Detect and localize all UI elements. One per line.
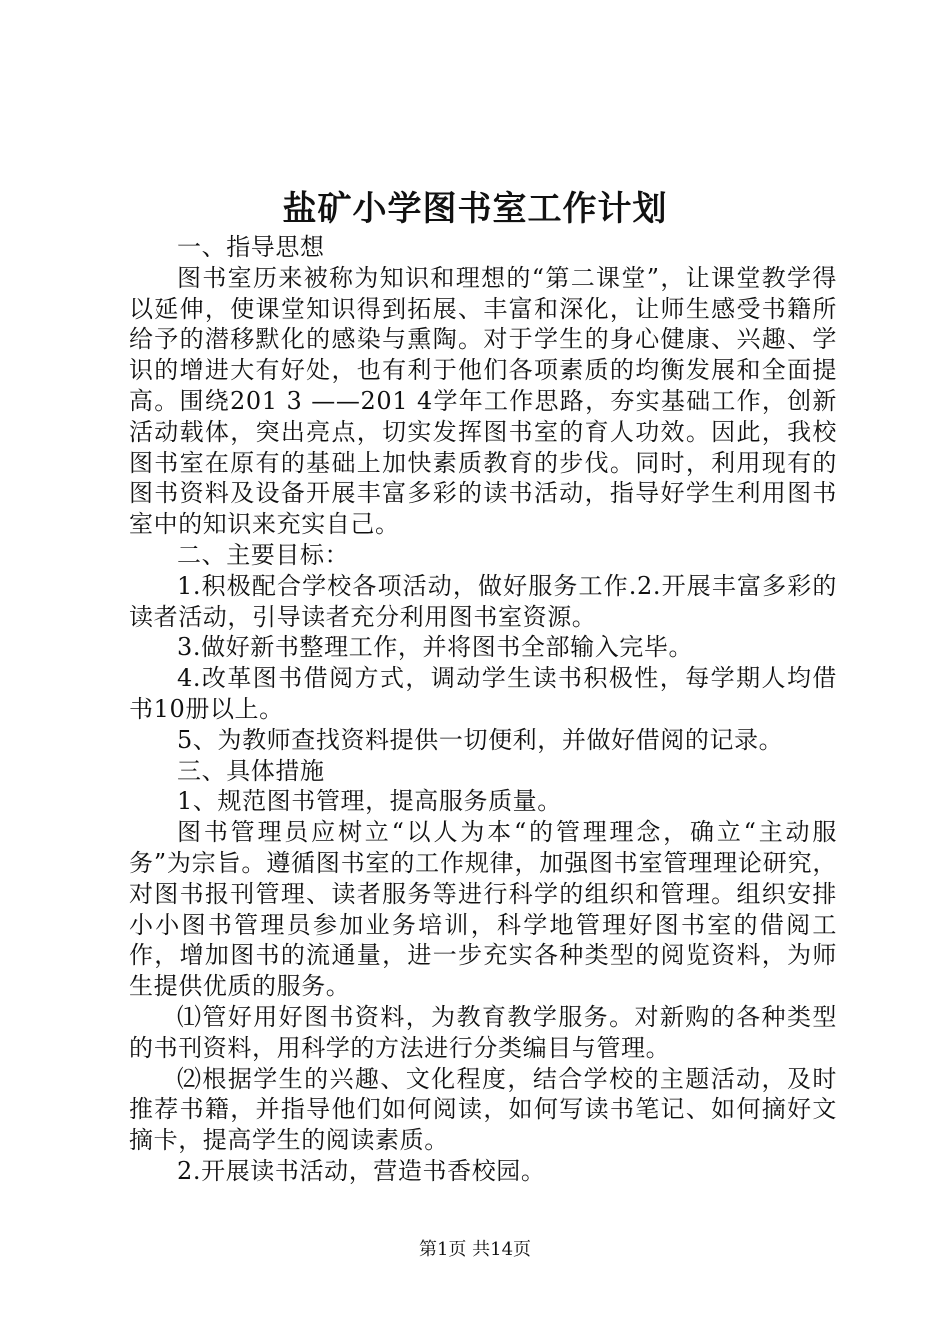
measure-1-sub-1: ⑴管好用好图书资料，为教育教学服务。对新购的各种类型的书刊资料，用科学的方法进行分类编目与管理。	[129, 1002, 837, 1062]
goal-item-1-2: 1.积极配合学校各项活动，做好服务工作.2.开展丰富多彩的读者活动，引导读者充分利用图书室资源。	[129, 571, 837, 631]
heading-main-goals: 二、主要目标：	[177, 540, 350, 569]
measure-2-title: 2.开展读书活动，营造书香校园。	[177, 1156, 546, 1185]
document-title: 盐矿小学图书室工作计划	[282, 189, 668, 229]
goal-item-5: 5、为教师查找资料提供一切便利，并做好借阅的记录。	[177, 725, 784, 754]
page-footer: 第1页 共14页	[418, 1239, 532, 1260]
measure-1-sub-2: ⑵根据学生的兴趣、文化程度，结合学校的主题活动，及时推荐书籍，并指导他们如何阅读，如何写读书笔记、如何摘好文摘卡，提高学生的阅读素质。	[129, 1064, 837, 1155]
heading-measures: 三、具体措施	[177, 756, 325, 785]
measure-1-body: 图书管理员应树立“以人为本“的管理理念，确立“主动服务”为宗旨。遵循图书室的工作规律，加强图书室管理理论研究，对图书报刊管理、读者服务等进行科学的组织和管理。组织安排小小图书管理员参加业务培训，科学地管理好图书室的借阅工作，增加图书的流通量，进一步充实各种类型的阅览资料，为师生提供优质的服务。	[129, 818, 837, 1001]
document-body	[129, 232, 837, 1187]
measure-1-title: 1、规范图书管理，提高服务质量。	[177, 787, 562, 816]
heading-guiding-thought: 一、指导思想	[177, 233, 325, 261]
goal-item-3: 3.做好新书整理工作，并将图书全部输入完毕。	[177, 633, 694, 662]
paragraph-intro: 图书室历来被称为知识和理想的“第二课堂”，让课堂教学得以延伸，使课堂知识得到拓展、丰富和深化，让师生感受书籍所给予的潜移默化的感染与熏陶。对于学生的身心健康、兴趣、学识的增进大有好处，也有利于他们各项素质的均衡发展和全面提高。围绕201 3 ——201 4学年工作思路，夯实基础工作，创新活动载体，突出亮点，切实发挥图书室的育人功效。因此，我校图书室在原有的基础上加快素质教育的步伐。同时，利用现有的图书资料及设备开展丰富多彩的读书活动，指导好学生利用图书室中的知识来充实自己。	[129, 263, 837, 539]
goal-item-4: 4.改革图书借阅方式，调动学生读书积极性，每学期人均借书10册以上。	[129, 664, 837, 723]
